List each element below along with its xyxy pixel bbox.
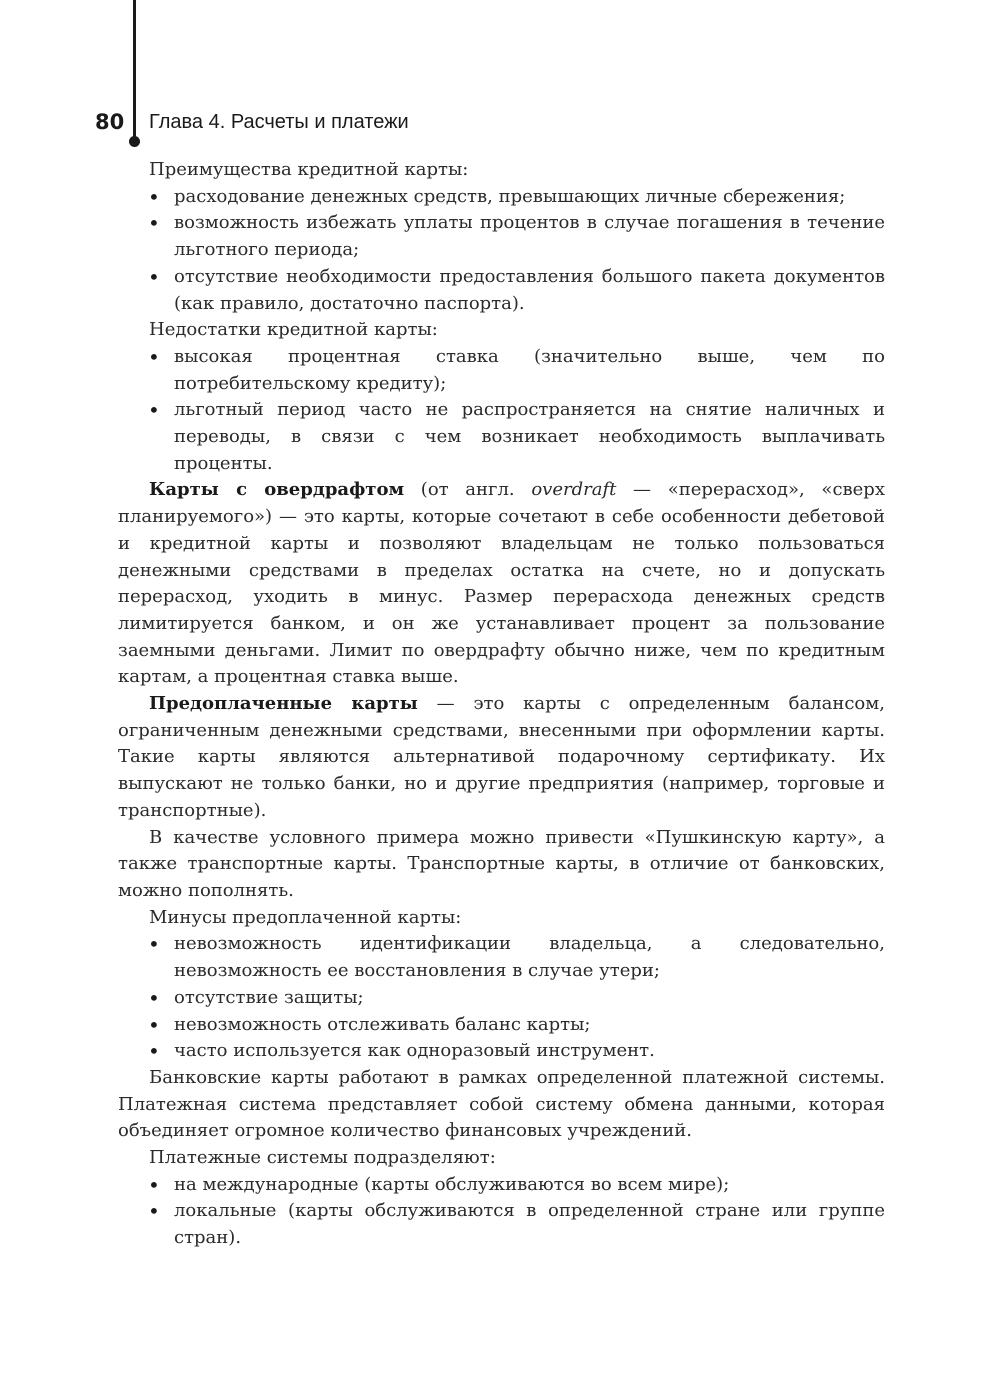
- bullet-icon: •: [148, 1039, 160, 1064]
- list-item: • невозможность идентификации владельца, а следовательно, невозможность ее восстановления в случае утери;: [148, 932, 885, 982]
- bullet-icon: •: [148, 1172, 160, 1197]
- payment-systems-paragraph: Банковские карты работают в рамках определенной платежной системы. Платежная система представляет собой систему обмена данными, которая объединяет огромное количество финансовых учреждений.: [118, 1066, 885, 1142]
- bullet-icon: •: [148, 264, 160, 289]
- credit-cons-list: [118, 344, 885, 478]
- list-item: • невозможность отслеживать баланс карты;: [148, 1012, 591, 1037]
- credit-pros-heading: Преимущества кредитной карты:: [149, 159, 469, 180]
- list-item: • расходование денежных средств, превышающих личные сбережения;: [148, 184, 846, 209]
- bullet-icon: •: [148, 1012, 160, 1037]
- list-item: • отсутствие необходимости предоставления большого пакета документов (как правило, достаточно паспорта).: [148, 264, 885, 314]
- page-body: [118, 157, 885, 1252]
- overdraft-paragraph: Карты с овердрафтом (от англ. overdraft — «перерасход», «сверх планируемого») — это карты, которые сочетают в себе особенности дебетовой и кредитной карты и позволяют владельцам не только пользоваться денежными средствами в пределах остатка на счете, но и допускать перерасход, уходить в минус. Размер перерасхода денежных средств лимитируется банком, и он же устанавливает процент за пользование заемными деньгами. Лимит по овердрафту обычно ниже, чем по кредитным картам, а процентная ставка выше.: [118, 479, 885, 688]
- bullet-icon: •: [148, 985, 160, 1010]
- overdraft-term: Карты с овердрафтом: [149, 479, 405, 501]
- prepaid-cons-heading: Минусы предоплаченной карты:: [149, 906, 462, 928]
- list-item: • высокая процентная ставка (значительно выше, чем по потребительскому кредиту);: [148, 344, 885, 394]
- systems-heading: Платежные системы подразделяют:: [149, 1147, 496, 1169]
- running-head: Глава 4. Расчеты и платежи: [149, 111, 409, 133]
- list-item: • на международные (карты обслуживаются во всем мире);: [148, 1172, 730, 1197]
- bullet-icon: •: [148, 1199, 160, 1224]
- prepaid-paragraph: Предоплаченные карты — это карты с определенным балансом, ограниченным денежными средствами, внесенными при оформлении карты. Такие карты являются альтернативой подарочному сертификату. Их выпускают не только банки, но и другие предприятия (например, торговые и транспортные).: [118, 693, 885, 821]
- list-item: • отсутствие защиты;: [148, 985, 364, 1010]
- systems-list: [118, 1172, 885, 1252]
- margin-rule-dot: [129, 136, 140, 147]
- bullet-icon: •: [148, 398, 160, 423]
- bullet-icon: •: [148, 184, 160, 209]
- bullet-icon: •: [148, 344, 160, 369]
- prepaid-term: Предоплаченные карты: [149, 693, 418, 715]
- credit-cons-heading: Недостатки кредитной карты:: [149, 319, 438, 341]
- list-item: • льготный период часто не распространяется на снятие наличных и переводы, в связи с чем возникает необходимость выплачивать проценты.: [148, 398, 885, 474]
- list-item: • часто используется как одноразовый инструмент.: [148, 1039, 655, 1064]
- page-number: 80: [95, 110, 125, 134]
- bullet-icon: •: [148, 211, 160, 236]
- list-item: • локальные (карты обслуживаются в определенной стране или группе стран).: [148, 1199, 885, 1249]
- credit-pros-list: [118, 184, 885, 318]
- prepaid-cons-list: [118, 931, 885, 1065]
- overdraft-foreign-term: overdraft: [531, 479, 617, 501]
- example-paragraph: В качестве условного примера можно привести «Пушкинскую карту», а также транспортные карты. Транспортные карты, в отличие от банковских, можно пополнять.: [118, 826, 885, 901]
- bullet-icon: •: [148, 932, 160, 957]
- list-item: • возможность избежать уплаты процентов в случае погашения в течение льготного периода;: [148, 211, 885, 261]
- margin-rule: [133, 0, 136, 140]
